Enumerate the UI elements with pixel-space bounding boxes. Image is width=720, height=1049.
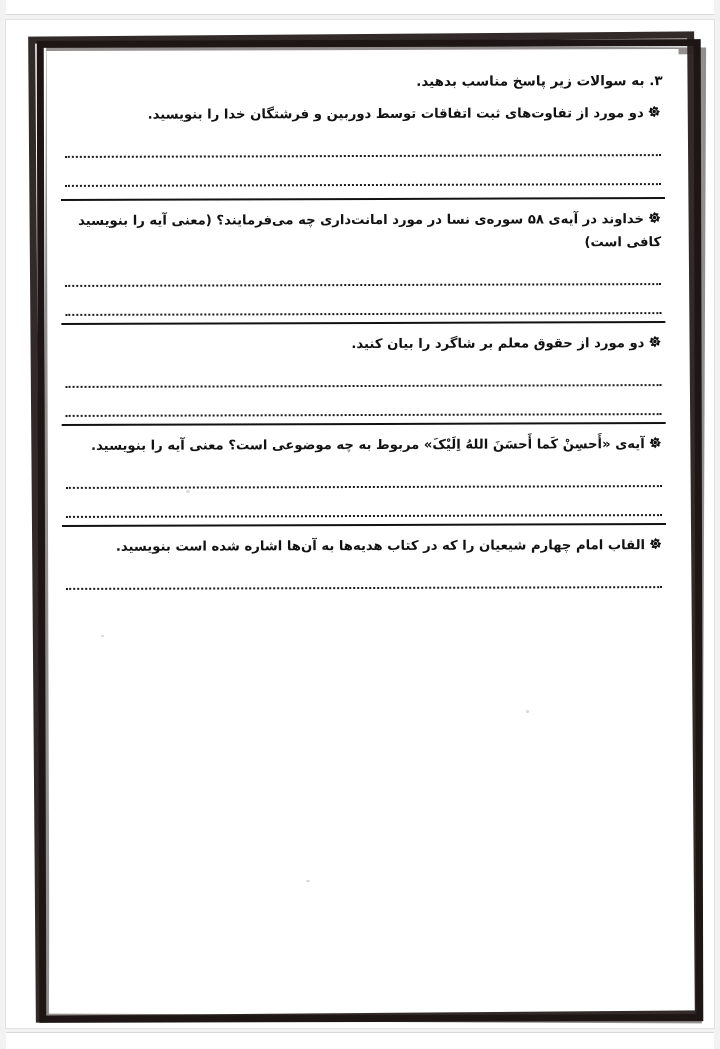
question-text-row xyxy=(62,424,666,460)
question-block xyxy=(47,197,679,323)
question-text: آیه‌ی «أَحسِنْ کَما أَحسَنَ اللهُ اِلَیْکَ» مربوط به چه موضوعی است؟ معنی آیه را بنویسید. xyxy=(91,437,645,454)
question-text: دو مورد از تفاوت‌های ثبت اتفاقات توسط دوربین و فرشتگان خدا را بنویسید. xyxy=(147,105,644,123)
answer-area[interactable] xyxy=(61,357,665,417)
question-text-row xyxy=(61,199,665,258)
answer-area[interactable] xyxy=(61,127,665,187)
question-text: دو مورد از حقوق معلم بر شاگرد را بیان کنید. xyxy=(351,335,645,352)
pinwheel-flower-icon xyxy=(648,335,661,348)
block-spacer xyxy=(62,588,666,597)
worksheet-content xyxy=(47,49,682,1005)
question-list xyxy=(47,93,681,598)
answer-dotted-line[interactable] xyxy=(66,458,662,489)
answer-dotted-line[interactable] xyxy=(65,357,661,388)
answer-area[interactable] xyxy=(62,559,666,590)
question-block xyxy=(47,93,679,199)
question-text: خداوند در آیه‌ی ۵۸ سوره‌ی نسا در مورد امانت‌داری چه می‌فرمایند؟ (معنی آیه را بنویسید کافی است) xyxy=(78,211,662,251)
answer-area[interactable] xyxy=(62,458,666,518)
answer-dotted-line[interactable] xyxy=(65,156,661,187)
question-block xyxy=(48,523,680,597)
pinwheel-flower-icon xyxy=(649,436,662,449)
answer-dotted-line[interactable] xyxy=(65,285,661,316)
question-text-row xyxy=(61,323,665,359)
answer-dotted-line[interactable] xyxy=(65,256,661,287)
question-text-row xyxy=(62,525,666,561)
question-block xyxy=(47,321,679,424)
pinwheel-flower-icon xyxy=(649,537,662,550)
next-page-edge xyxy=(6,1032,714,1049)
scanned-sheet xyxy=(6,20,714,1028)
answer-dotted-line[interactable] xyxy=(65,127,661,158)
page-title: ۳. به سوالات زیر پاسخ مناسب بدهید. xyxy=(416,73,663,90)
answer-area[interactable] xyxy=(61,256,665,316)
pinwheel-flower-icon xyxy=(648,105,661,118)
answer-dotted-line[interactable] xyxy=(66,559,662,590)
answer-dotted-line[interactable] xyxy=(66,487,662,518)
question-text: القاب امام چهارم شیعیان را که در کتاب هدیه‌ها به آن‌ها اشاره شده است بنویسید. xyxy=(115,538,646,555)
answer-dotted-line[interactable] xyxy=(66,386,662,417)
previous-page-edge xyxy=(6,0,714,15)
question-text-row xyxy=(61,93,665,129)
worksheet-paper xyxy=(47,49,682,1005)
question-block xyxy=(48,422,680,525)
pinwheel-flower-icon xyxy=(648,211,661,224)
